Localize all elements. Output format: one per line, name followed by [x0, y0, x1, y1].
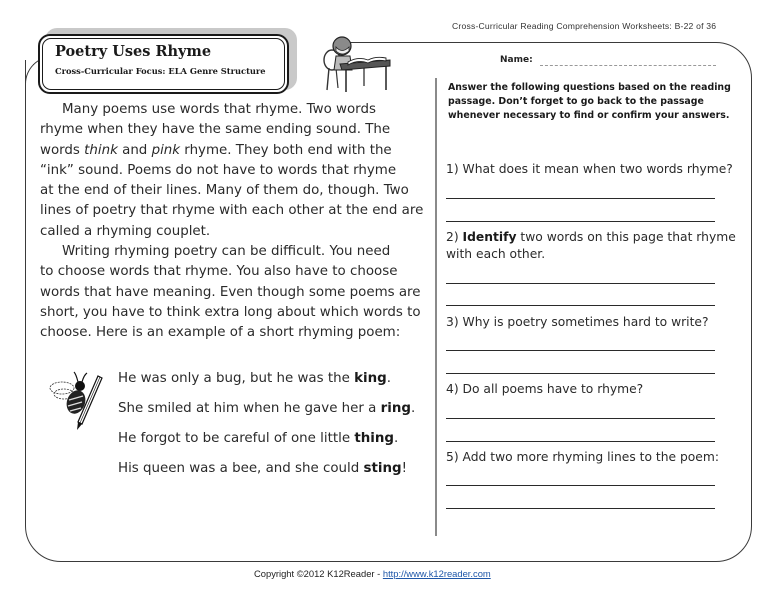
- worksheet-subtitle: Cross-Curricular Focus: ELA Genre Structure: [55, 66, 266, 76]
- girl-reading-illustration-icon: [320, 30, 392, 94]
- passage-line: [40, 141, 420, 161]
- question-3: [446, 314, 709, 331]
- poem-line-punct: .: [410, 401, 416, 416]
- question-line: [446, 246, 736, 263]
- answer-line-q4[interactable]: [446, 441, 715, 442]
- poem-rhyme-word: thing: [354, 431, 394, 446]
- name-field[interactable]: [540, 65, 716, 66]
- poem-line: [118, 369, 415, 399]
- poem-line: [118, 399, 415, 429]
- answer-line-q2[interactable]: [446, 305, 715, 306]
- passage-line: [40, 181, 420, 201]
- question-2: [446, 229, 736, 263]
- passage-line: choose. Here is an example of a short rhyming poem:: [40, 325, 401, 341]
- answer-line-q2[interactable]: [446, 283, 715, 284]
- poem-line-punct: !: [401, 461, 407, 476]
- passage-line: words that have meaning. Even though some poems are: [40, 284, 421, 300]
- question-5: [446, 449, 719, 466]
- answer-line-q4[interactable]: [446, 418, 715, 419]
- instructions-line: Answer the following questions based on the reading: [448, 82, 731, 93]
- answer-line-q3[interactable]: [446, 350, 715, 351]
- text-run: 3) Why is poetry sometimes hard to write?: [446, 315, 709, 329]
- text-run: lines of poetry that rhyme with each other at the end are: [40, 203, 424, 219]
- poem-line-text: His queen was a bee, and she could: [118, 461, 364, 476]
- emphasized-word: think: [84, 142, 118, 158]
- text-run: with each other.: [446, 247, 546, 261]
- passage-line: [40, 100, 420, 120]
- text-run: Many poems use words that rhyme. Two words: [62, 102, 376, 117]
- worksheet-series-caption: Cross-Curricular Reading Comprehension Worksheets: B-22 of 36: [452, 21, 717, 31]
- worksheet-title: Poetry Uses Rhyme: [55, 43, 212, 60]
- question-4: [446, 381, 643, 398]
- example-poem: [118, 369, 415, 489]
- poem-rhyme-word: ring: [380, 401, 411, 416]
- poem-rhyme-word: sting: [363, 461, 402, 476]
- k12reader-link[interactable]: http://www.k12reader.com: [382, 568, 491, 579]
- footer-copyright: [254, 568, 491, 579]
- poem-line-punct: .: [386, 371, 391, 386]
- passage-paragraph-1: [40, 100, 424, 242]
- answer-line-q1[interactable]: [446, 198, 715, 199]
- poem-line-text: He was only a bug, but he was the: [118, 371, 355, 386]
- poem-line-text: She smiled at him when he gave her a: [118, 401, 381, 416]
- question-line: [446, 449, 719, 466]
- poem-line-punct: .: [393, 431, 399, 446]
- reading-passage: [40, 100, 424, 344]
- text-run: 5) Add two more rhyming lines to the poem:: [446, 450, 719, 464]
- text-run: rhyme when they have the same ending sound. The: [40, 122, 391, 138]
- emphasized-word: pink: [151, 142, 181, 158]
- poem-line-text: He forgot to be careful of one little: [118, 431, 355, 446]
- text-run: 2): [446, 230, 463, 244]
- worksheet-instructions: [448, 81, 748, 123]
- text-run: rhyme. They both end with the: [180, 142, 392, 158]
- passage-line: short, you have to think extra long about which words to: [40, 304, 421, 320]
- text-run: and: [117, 142, 152, 158]
- poem-rhyme-word: king: [354, 371, 387, 386]
- question-1: [446, 161, 733, 178]
- text-run: words: [40, 142, 85, 158]
- bold-word: Identify: [462, 230, 517, 244]
- passage-line: [40, 161, 420, 181]
- text-run: 1) What does it mean when two words rhyme?: [446, 162, 733, 176]
- text-run: “ink” sound. Poems do not have to words that rhyme: [40, 162, 397, 178]
- question-line: [446, 381, 643, 398]
- passage-line: [40, 201, 424, 221]
- passage-line: to choose words that rhyme. You also have to choose: [40, 264, 398, 280]
- passage-line: [40, 222, 420, 242]
- answer-line-q3[interactable]: [446, 373, 715, 374]
- name-label: Name:: [500, 55, 533, 65]
- passage-paragraph-2: [40, 242, 420, 343]
- answer-line-q5[interactable]: [446, 508, 715, 509]
- text-run: at the end of their lines. Many of them do, though. Two: [40, 183, 409, 199]
- question-line: [446, 229, 736, 246]
- bee-with-pencil-icon: [48, 370, 106, 432]
- answer-line-q1[interactable]: [446, 221, 715, 222]
- answer-line-q5[interactable]: [446, 485, 715, 486]
- passage-line: Writing rhyming poetry can be difficult. You need: [62, 244, 391, 260]
- poem-line: [118, 429, 415, 459]
- instructions-line: whenever necessary to find or confirm your answers.: [448, 110, 730, 121]
- text-run: 4) Do all poems have to rhyme?: [446, 382, 644, 396]
- question-line: [446, 161, 733, 178]
- question-line: [446, 314, 709, 331]
- column-divider: [435, 78, 437, 536]
- passage-line: [40, 120, 420, 140]
- poem-line: [118, 459, 415, 489]
- copyright-text: Copyright ©2012 K12Reader -: [254, 568, 383, 579]
- text-run: two words on this page that rhyme: [516, 230, 736, 244]
- instructions-line: passage. Don’t forget to go back to the passage: [448, 96, 704, 107]
- text-run: called a rhyming couplet.: [40, 223, 211, 239]
